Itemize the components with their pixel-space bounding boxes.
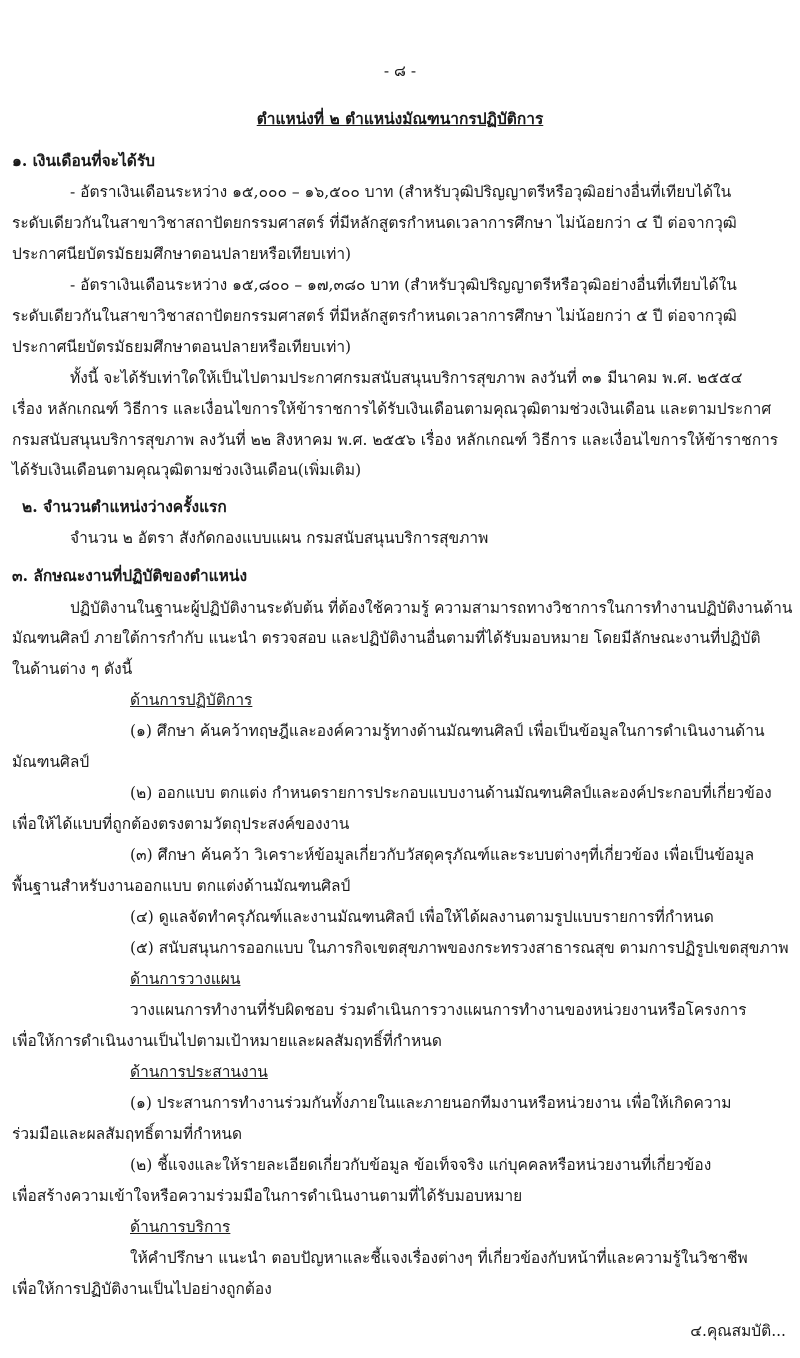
salary-range-2-line2: ระดับเดียวกันในสาขาวิชาสถาปัตยกรรมศาสตร์ ที่มีหลักสูตรกำหนดเวลาการศึกษา ไม่น้อยกว่า ๕ ปี ต่อจากวุฒิ [12,307,737,325]
coordination-item2-line1: (๒) ชี้แจงและให้รายละเอียดเกี่ยวกับข้อมูล ข้อเท็จจริง แก่บุคคลหรือหน่วยงานที่เกี่ยวข้อง [130,1156,712,1174]
job-intro-line1: ปฏิบัติงานในฐานะผู้ปฏิบัติงานระดับต้น ที่ต้องใช้ความรู้ ความสามารถทางวิชาการในการทำงานปฏิบัติงานด้าน [70,599,793,617]
job-intro-line3: ในด้านต่าง ๆ ดังนี้ [12,660,133,678]
ops-item1-line2: มัณฑนศิลป์ [12,753,90,771]
planning-body-line2: เพื่อให้การดำเนินงานเป็นไปตามเป้าหมายและผลสัมฤทธิ์ที่กำหนด [12,1032,442,1050]
ops-item5: (๕) สนับสนุนการออกแบบ ในภารกิจเขตสุขภาพของกระทรวงสาธารณสุข ตามการปฏิรูปเขตสุขภาพ [130,939,789,957]
coordination-item1-line1: (๑) ประสานการทำงานร่วมกันทั้งภายในและภายนอกทีมงานหรือหน่วยงาน เพื่อให้เกิดความ [130,1094,732,1112]
salary-range-2-line1: - อัตราเงินเดือนระหว่าง ๑๕,๘๐๐ – ๑๗,๓๘๐ บาท (สำหรับวุฒิปริญญาตรีหรือวุฒิอย่างอื่นที่เทียบได้ใน [70,276,737,294]
service-body-line2: เพื่อให้การปฏิบัติงานเป็นไปอย่างถูกต้อง [12,1280,272,1298]
salary-range-1-line3: ประกาศนียบัตรมัธยมศึกษาตอนปลายหรือเทียบเท่า) [12,245,352,263]
coordination-item2-line2: เพื่อสร้างความเข้าใจหรือความร่วมมือในการดำเนินงานตามที่ได้รับมอบหมาย [12,1187,523,1205]
ops-item4: (๔) ดูแลจัดทำครุภัณฑ์และงานมัณฑนศิลป์ เพื่อให้ได้ผลงานตามรูปแบบรายการที่กำหนด [130,908,714,926]
ops-item3-line1: (๓) ศึกษา ค้นคว้า วิเคราะห์ข้อมูลเกี่ยวกับวัสดุครุภัณฑ์และระบบต่างๆที่เกี่ยวข้อง เพื่อเป็นข้อมูล [130,846,755,864]
continuation-marker: ๔.คุณสมบัติ... [690,1322,786,1340]
planning-heading: ด้านการวางแผน [130,970,241,988]
salary-note-line1: ทั้งนี้ จะได้รับเท่าใดให้เป็นไปตามประกาศกรมสนับสนุนบริการสุขภาพ ลงวันที่ ๓๑ มีนาคม พ.ศ. ๒๕๕๔ [70,369,743,387]
salary-range-1-line2: ระดับเดียวกันในสาขาวิชาสถาปัตยกรรมศาสตร์ ที่มีหลักสูตรกำหนดเวลาการศึกษา ไม่น้อยกว่า ๔ ปี ต่อจากวุฒิ [12,214,737,232]
section1-heading: ๑. เงินเดือนที่จะได้รับ [12,151,156,170]
ops-item2-line2: เพื่อให้ได้แบบที่ถูกต้องตรงตามวัตถุประสงค์ของงาน [12,815,350,833]
service-body-line1: ให้คำปรึกษา แนะนำ ตอบปัญหาและชี้แจงเรื่องต่างๆ ที่เกี่ยวข้องกับหน้าที่และความรู้ในวิชาชีพ [130,1249,748,1267]
planning-body-line1: วางแผนการทำงานที่รับผิดชอบ ร่วมดำเนินการวางแผนการทำงานของหน่วยงานหรือโครงการ [130,1001,747,1019]
coordination-heading: ด้านการประสานงาน [130,1063,268,1081]
job-intro-line2: มัณฑนศิลป์ ภายใต้การกำกับ แนะนำ ตรวจสอบ และปฏิบัติงานอื่นตามที่ได้รับมอบหมาย โดยมีลักษณะงานที่ปฏิบัติ [12,629,761,647]
section2-body: จำนวน ๒ อัตรา สังกัดกองแบบแผน กรมสนับสนุนบริการสุขภาพ [70,529,489,547]
position-title: ตำแหน่งที่ ๒ ตำแหน่งมัณฑนากรปฏิบัติการ [256,109,544,128]
salary-note-line2: เรื่อง หลักเกณฑ์ วิธีการ และเงื่อนไขการให้ข้าราชการได้รับเงินเดือนตามคุณวุฒิตามช่วงเงินเดือน และตามประกาศ [12,400,772,418]
ops-item2-line1: (๒) ออกแบบ ตกแต่ง กำหนดรายการประกอบแบบงานด้านมัณฑนศิลป์และองค์ประกอบที่เกี่ยวข้อง [130,784,772,802]
ops-heading: ด้านการปฏิบัติการ [130,691,253,709]
salary-note-line3: กรมสนับสนุนบริการสุขภาพ ลงวันที่ ๒๒ สิงหาคม พ.ศ. ๒๕๕๖ เรื่อง หลักเกณฑ์ วิธีการ และเงื่อนไขการให้ข้าราชการ [12,431,779,449]
ops-item3-line2: พื้นฐานสำหรับงานออกแบบ ตกแต่งด้านมัณฑนศิลป์ [12,877,351,895]
coordination-item1-line2: ร่วมมือและผลสัมฤทธิ์ตามที่กำหนด [12,1125,243,1143]
salary-range-2-line3: ประกาศนียบัตรมัธยมศึกษาตอนปลายหรือเทียบเท่า) [12,338,352,356]
salary-range-1-line1: - อัตราเงินเดือนระหว่าง ๑๕,๐๐๐ – ๑๖,๕๐๐ บาท (สำหรับวุฒิปริญญาตรีหรือวุฒิอย่างอื่นที่เทียบได้ใน [70,183,732,201]
service-heading: ด้านการบริการ [130,1218,231,1236]
ops-item1-line1: (๑) ศึกษา ค้นคว้าทฤษฎีและองค์ความรู้ทางด้านมัณฑนศิลป์ เพื่อเป็นข้อมูลในการดำเนินงานด้าน [130,722,765,740]
section3-heading: ๓. ลักษณะงานที่ปฏิบัติของตำแหน่ง [12,566,248,585]
page-number: - ๘ - [383,62,417,80]
section2-heading: ๒. จำนวนตำแหน่งว่างครั้งแรก [22,497,227,516]
salary-note-line4: ได้รับเงินเดือนตามคุณวุฒิตามช่วงเงินเดือน(เพิ่มเติม) [12,461,362,479]
